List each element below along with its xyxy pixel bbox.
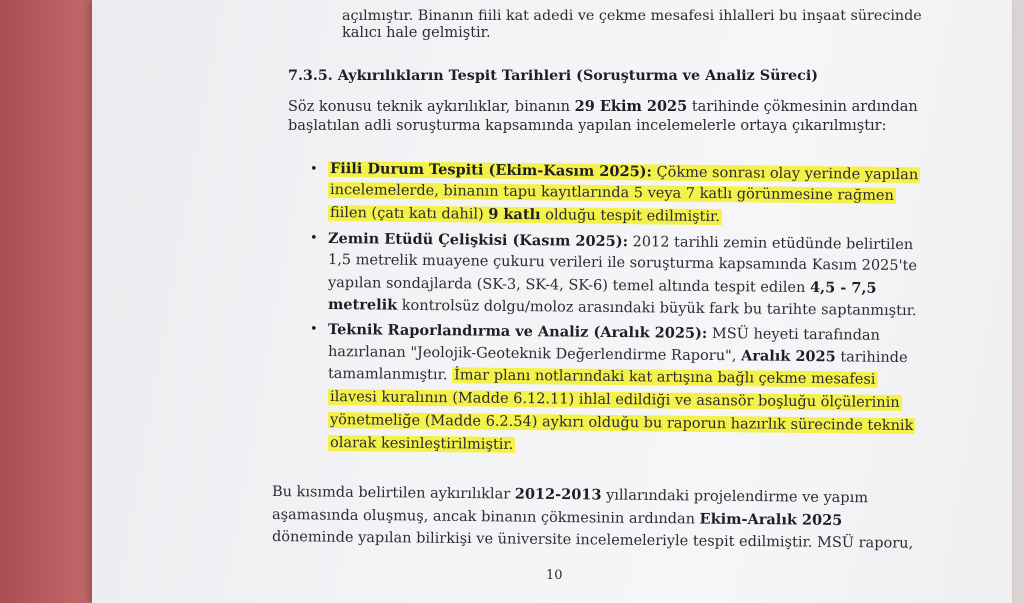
closing-text: yıllarındaki projelendirme ve yapım — [601, 487, 869, 507]
fill-depth: 4,5 - 7,5 — [809, 279, 877, 297]
bullet-3-title: Teknik Raporlandırma ve Analiz (Aralık 2025): — [327, 321, 708, 342]
bullet-3-highlight: olarak kesinleştirilmiştir. — [329, 435, 514, 453]
intro-text: Söz konusu teknik aykırılıklar, binanın — [288, 99, 575, 115]
closing-line-3: döneminde yapılan bilirkişi ve üniversite incelemeleriyle tespit edilmiştir. MSÜ raporu, — [271, 529, 914, 552]
collapse-date: 29 Ekim 2025 — [574, 98, 688, 115]
bullet-2-text: yapılan sondajlarda (SK-3, SK-4, SK-6) temel altında tespit edilen — [327, 275, 811, 297]
report-date: Aralık 2025 — [740, 347, 836, 366]
bullet-3-text: tamamlanmıştır. — [327, 366, 453, 384]
bullet-dot: • — [310, 322, 318, 337]
bullet-3-line-3 — [328, 366, 878, 389]
project-years: 2012-2013 — [514, 485, 602, 504]
bullet-2-text: kontrolsüz dolgu/moloz arasındaki büyük fark bu tarihte saptanmıştır. — [397, 297, 917, 320]
closing-text: aşamasında oluşmuş, ancak binanın çökmesinin ardından — [271, 507, 700, 528]
closing-text: Bu kısımda belirtilen aykırılıklar — [271, 484, 515, 503]
top-line-2: kalıcı hale gelmiştir. — [342, 25, 491, 41]
bullet-3-highlight: yönetmeliğe (Madde 6.2.54) aykırı olduğu bu raporun hazırlık sürecinde teknik — [329, 412, 914, 435]
bullet-2-line-1 — [328, 230, 913, 254]
bullet-3-line-6 — [328, 435, 516, 454]
bullet-dot: • — [310, 231, 318, 246]
page-number: 10 — [546, 568, 563, 583]
bullet-3-line-1 — [328, 321, 880, 345]
bullet-3-text: MSÜ heyeti tarafından — [707, 325, 881, 344]
intro-line-2: başlatılan adli soruşturma kapsamında yapılan incelemelerle ortaya çıkarılmıştır: — [288, 118, 887, 134]
bullet-1-text: fiilen (çatı katı dahil) — [329, 205, 489, 223]
bullet-1-line-2 — [328, 182, 896, 205]
bullet-1-text: olduğu tespit edilmiştir. — [540, 207, 721, 226]
bullet-3-highlight: İmar planı notlarındaki kat artışına bağlı çekme mesafesi — [454, 367, 876, 388]
bullet-2-line-4 — [328, 296, 917, 320]
section-heading: 7.3.5. Aykırılıkların Tespit Tarihleri (Soruşturma ve Analiz Süreci) — [288, 68, 819, 84]
bullet-dot: • — [310, 162, 318, 177]
bullet-2-title: Zemin Etüdü Çelişkisi (Kasım 2025): — [327, 230, 629, 251]
bullet-1-line-1 — [328, 160, 920, 184]
top-line-1: açılmıştır. Binanın fiili kat adedi ve çekme mesafesi ihlalleri bu inşaat sürecinde — [342, 8, 922, 24]
bullet-1-text: incelemelerde, binanın tapu kayıtlarında 5 veya 7 katlı görünmesine rağmen — [329, 182, 894, 204]
fill-depth-unit: metrelik — [327, 296, 398, 314]
closing-line-2 — [272, 506, 843, 530]
bullet-3-line-2 — [328, 343, 908, 367]
bullet-1-title: Fiili Durum Tespiti (Ekim-Kasım 2025): — [329, 160, 653, 181]
bullet-3-text: hazırlanan "Jeolojik-Geoteknik Değerlendirme Raporu", — [327, 344, 742, 365]
bullet-1-text: Çökme sonrası olay yerinde yapılan — [651, 164, 919, 184]
bullet-3-text: tarihinde — [835, 349, 908, 367]
bullet-3-line-5 — [328, 412, 916, 435]
floor-count: 9 katlı — [488, 205, 541, 224]
document-page — [92, 0, 1012, 603]
closing-line-1 — [272, 483, 868, 507]
bullet-1-line-3 — [328, 204, 722, 226]
bullet-2-line-2: 1,5 metrelik muayene çukuru verileri ile soruşturma kapsamında Kasım 2025'te — [327, 252, 918, 275]
bullet-2-text: 2012 tarihli zemin etüdünde belirtilen — [627, 234, 914, 254]
intro-text: tarihinde çökmesinin ardından — [687, 99, 918, 115]
intro-line-1 — [288, 98, 918, 116]
inspection-period: Ekim-Aralık 2025 — [699, 510, 843, 529]
bullet-3-line-4 — [328, 389, 902, 412]
bullet-3-highlight: ilavesi kuralının (Madde 6.12.11) ihlal edildiği ve asansör boşluğu ölçülerinin — [329, 389, 900, 411]
bullet-2-line-3 — [328, 274, 877, 298]
